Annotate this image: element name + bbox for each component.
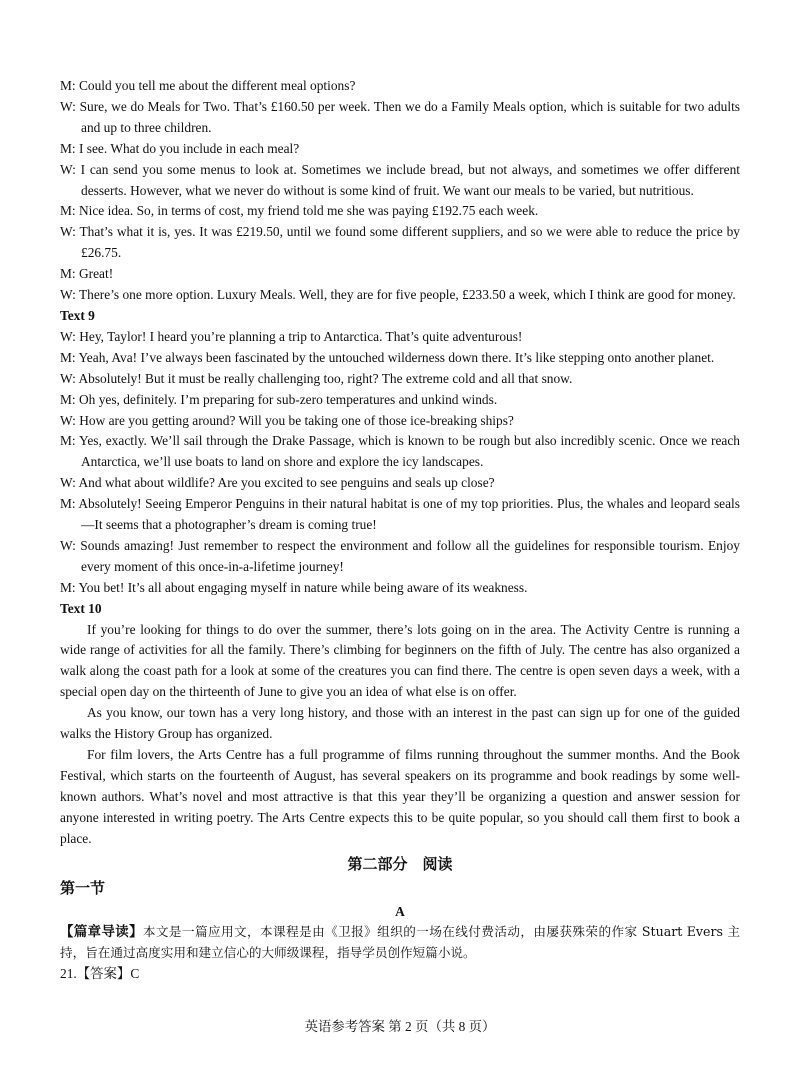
dialogue-line: M: Absolutely! Seeing Emperor Penguins in their natural habitat is one of my top priorities. Plus, the whales and leopard seals —It seems that a photographer’s dream is coming true!: [60, 496, 740, 533]
part2-reading: [60, 854, 740, 986]
answer-value: C: [130, 966, 140, 982]
dialogue-line: W: And what about wildlife? Are you excited to see penguins and seals up close?: [60, 475, 495, 491]
page-footer: 英语参考答案 第 2 页（共 8 页）: [304, 1019, 496, 1034]
subsection-title: 第一节: [60, 880, 106, 897]
answer-key-page: [60, 76, 740, 985]
dialogue-line: W: Absolutely! But it must be really challenging too, right? The extreme cold and all that snow.: [60, 370, 573, 386]
text9-heading: Text 9: [60, 307, 95, 323]
dialogue-line: M: Nice idea. So, in terms of cost, my friend told me she was paying £192.75 each week.: [60, 203, 539, 219]
dialogue-line: W: How are you getting around? Will you be taking one of those ice-breaking ships?: [60, 412, 514, 428]
monologue-paragraph: For film lovers, the Arts Centre has a full programme of films running throughout the summer months. And the Book Festival, which starts on the fourteenth of August, has several speakers on its programme and book readings by some well-known authors. What’s novel and most attractive is that this year they’ll be organizing a question and answer session for anyone interested in writing poetry. The Arts Centre expects this to be quite popular, so you should call them first to book a place.: [60, 747, 740, 846]
dialogue-line: M: I see. What do you include in each meal?: [60, 140, 300, 156]
answer-prefix: 21.【答案】: [60, 966, 131, 982]
passage-letter: A: [395, 903, 405, 919]
text10-monologue: [60, 599, 740, 850]
answer-line: [60, 964, 740, 985]
dialogue-line: M: Yeah, Ava! I’ve always been fascinated by the untouched wilderness down there. It’s like stepping onto another planet.: [60, 349, 715, 365]
dialogue-line: M: Great!: [60, 266, 114, 282]
monologue-paragraph: As you know, our town has a very long history, and those with an interest in the past can sign up for one of the guided walks the History Group has organized.: [60, 705, 740, 742]
text10-heading: Text 10: [60, 600, 102, 616]
dialogue-line: W: I can send you some menus to look at. Sometimes we include bread, but not always, and sometimes we offer different desserts. However, what we never do without is some kind of fruit. We want our meals to be varied, but nutritious.: [60, 161, 740, 198]
text9-dialogue: [60, 306, 740, 599]
guide-tag: 【篇章导读】: [60, 924, 143, 940]
dialogue-line: W: Sure, we do Meals for Two. That’s £160.50 per week. Then we do a Family Meals option, which is suitable for two adults and up to three children.: [60, 98, 740, 135]
passage-guide: [60, 922, 740, 964]
text8-dialogue: [60, 76, 740, 306]
monologue-paragraph: If you’re looking for things to do over the summer, there’s lots going on in the area. The Activity Centre is running a wide range of activities for all the family. There’s climbing for beginners on the fifth of July. The centre has also organized a walk along the coast path for a look at some of the creatures you can find there. The centre is open seven days a week, with a special open day on the thirteenth of June to give you an idea of what else is on offer.: [60, 621, 740, 700]
dialogue-line: W: There’s one more option. Luxury Meals. Well, they are for five people, £233.50 a week, which I think are good for money.: [60, 287, 736, 303]
dialogue-line: M: You bet! It’s all about engaging myself in nature while being aware of its weakness.: [60, 579, 528, 595]
dialogue-line: M: Yes, exactly. We’ll sail through the Drake Passage, which is known to be rough but also incredibly scenic. Once we reach Antarctica, we’ll use boats to land on shore and explore the icy landscapes.: [60, 433, 740, 470]
dialogue-line: W: Sounds amazing! Just remember to respect the environment and follow all the guidelines for responsible tourism. Enjoy every moment of this once-in-a-lifetime journey!: [60, 537, 740, 574]
dialogue-line: M: Oh yes, definitely. I’m preparing for sub-zero temperatures and unkind winds.: [60, 391, 498, 407]
dialogue-line: M: Could you tell me about the different meal options?: [60, 78, 356, 93]
dialogue-line: W: That’s what it is, yes. It was £219.50, until we found some different suppliers, and so we were able to reduce the price by £26.75.: [60, 224, 740, 261]
section-title: 第二部分 阅读: [347, 856, 453, 873]
guide-text: 本文是一篇应用文，本课程是由《卫报》组织的一场在线付费活动，由屡获殊荣的作家 Stuart Evers 主持，旨在通过高度实用和建立信心的大师级课程，指导学员创作短篇小说。: [60, 924, 740, 961]
dialogue-line: W: Hey, Taylor! I heard you’re planning a trip to Antarctica. That’s quite adventurous!: [60, 328, 523, 344]
